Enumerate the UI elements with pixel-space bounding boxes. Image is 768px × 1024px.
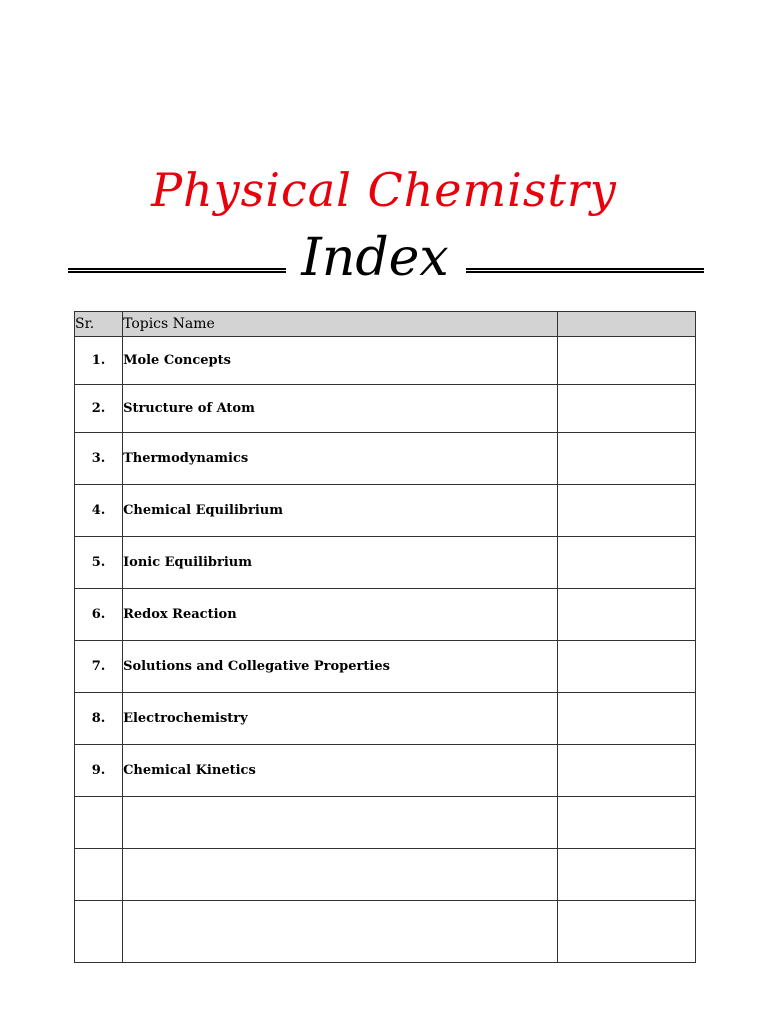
page-number-cell	[557, 337, 695, 385]
serial-number-cell	[75, 901, 123, 963]
serial-number-cell: 4.	[75, 485, 123, 537]
topic-name-cell: Structure of Atom	[123, 385, 558, 433]
serial-number-cell: 6.	[75, 589, 123, 641]
table-row	[75, 797, 696, 849]
table-row	[75, 537, 696, 589]
column-header-sr: Sr.	[75, 312, 123, 337]
topic-name-cell: Chemical Equilibrium	[123, 485, 558, 537]
serial-number-cell	[75, 797, 123, 849]
serial-number-cell: 5.	[75, 537, 123, 589]
topic-name-cell: Solutions and Collegative Properties	[123, 641, 558, 693]
page-number-cell	[557, 537, 695, 589]
right-double-rule	[466, 268, 704, 273]
topic-name-cell	[123, 797, 558, 849]
index-heading: Index	[301, 228, 449, 288]
page-number-cell	[557, 641, 695, 693]
serial-number-cell: 7.	[75, 641, 123, 693]
column-header-page	[557, 312, 695, 337]
table-row	[75, 849, 696, 901]
page-number-cell	[557, 433, 695, 485]
page-number-cell	[557, 485, 695, 537]
topic-name-cell: Mole Concepts	[123, 337, 558, 385]
table-body	[75, 337, 696, 963]
serial-number-cell	[75, 849, 123, 901]
table-row	[75, 337, 696, 385]
page-number-cell	[557, 745, 695, 797]
page-number-cell	[557, 589, 695, 641]
table-row	[75, 433, 696, 485]
serial-number-cell: 8.	[75, 693, 123, 745]
serial-number-cell: 1.	[75, 337, 123, 385]
page-title: Physical Chemistry	[151, 163, 617, 217]
topic-name-cell: Chemical Kinetics	[123, 745, 558, 797]
page-number-cell	[557, 385, 695, 433]
topic-name-cell: Ionic Equilibrium	[123, 537, 558, 589]
topic-name-cell	[123, 849, 558, 901]
topic-name-cell: Thermodynamics	[123, 433, 558, 485]
topic-name-cell	[123, 901, 558, 963]
page-number-cell	[557, 693, 695, 745]
table-row	[75, 485, 696, 537]
index-heading-row	[68, 226, 704, 290]
table-row	[75, 589, 696, 641]
left-double-rule	[68, 268, 286, 273]
page-number-cell	[557, 901, 695, 963]
serial-number-cell: 9.	[75, 745, 123, 797]
table-row	[75, 641, 696, 693]
table-row	[75, 693, 696, 745]
page-number-cell	[557, 797, 695, 849]
serial-number-cell: 2.	[75, 385, 123, 433]
table-row	[75, 745, 696, 797]
serial-number-cell: 3.	[75, 433, 123, 485]
page-number-cell	[557, 849, 695, 901]
topic-name-cell: Electrochemistry	[123, 693, 558, 745]
table-row	[75, 901, 696, 963]
column-header-topics: Topics Name	[123, 312, 558, 337]
table-header-row	[75, 312, 696, 337]
topic-name-cell: Redox Reaction	[123, 589, 558, 641]
table-row	[75, 385, 696, 433]
index-table	[74, 311, 696, 963]
